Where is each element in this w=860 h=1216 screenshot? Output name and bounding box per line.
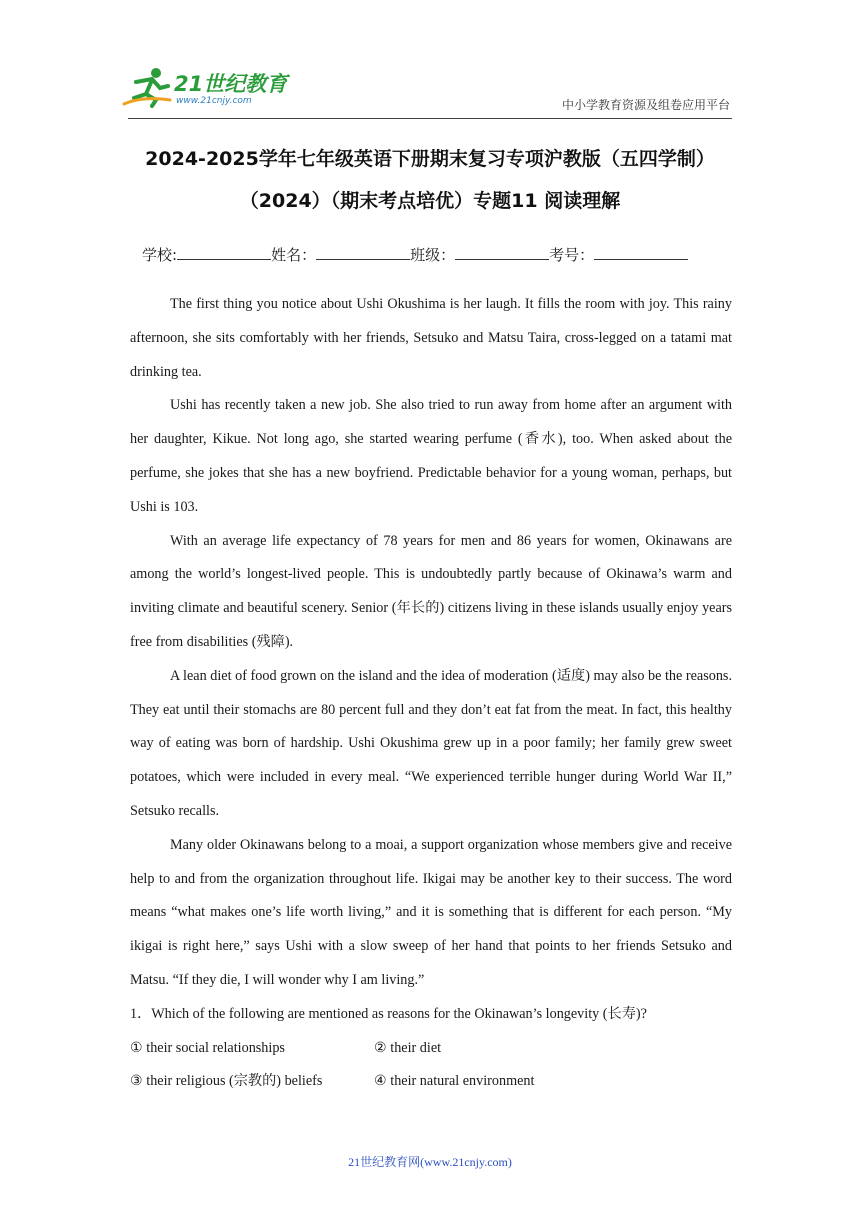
school-label: 学校: [142,246,178,264]
student-info-row [142,244,688,265]
page-footer: 21世纪教育网(www.21cnjy.com) [348,1155,512,1169]
passage-paragraph: With an average life expectancy of 78 years for men and 86 years for women, Okinawans are among the world’s longest-lived people. This is undoubtedly partly because of Okinawa’s warm and inviting climate and beautiful scenery. Senior (年长的) citizens living in these islands usually enjoy years free from disabilities (残障). [130,532,732,650]
logo-url: www.21cnjy.com [176,96,252,106]
platform-tagline: 中小学教育资源及组卷应用平台 [561,98,730,112]
school-blank[interactable] [177,245,271,260]
option-1: ① their social relationships [130,1039,285,1056]
logo-text: 21世纪教育 [174,72,288,96]
class-label: 班级： [410,246,456,264]
number-blank[interactable] [594,245,688,260]
header-divider [128,118,732,119]
passage-paragraph: Ushi has recently taken a new job. She also tried to run away from home after an argument with her daughter, Kikue. Not long ago, she started wearing perfume (香水), too. When asked about the perfume, she jokes that she has a new boyfriend. Predictable behavior for a young woman, perhaps, but Ushi is 103. [130,397,732,515]
passage-paragraph: A lean diet of food grown on the island and the idea of moderation (适度) may also be the reasons. They eat until their stomachs are 80 percent full and they don’t eat fat from the meat. In fact, this healthy way of eating was born of hardship. Ushi Okushima grew up in a poor family; her family grew sweet potatoes, which were included in every meal. “We experienced terrible hunger during World War II,” Setsuko recalls. [130,667,732,819]
name-blank[interactable] [316,245,410,260]
passage-paragraph: The first thing you notice about Ushi Okushima is her laugh. It fills the room with joy. This rainy afternoon, she sits comfortably with her friends, Setsuko and Matsu Taira, cross-legged on a tatami mat drinking tea. [130,296,732,380]
passage-paragraph: Many older Okinawans belong to a moai, a support organization whose members give and receive help to and from the organization throughout life. Ikigai may be another key to their success. The word means “what makes one’s life worth living,” and it is something that is different for each person. “My ikigai is right here,” says Ushi with a slow sweep of her hand that points to her friends Setsuko and Matsu. “If they die, I will wonder why I am living.” [130,836,732,988]
site-logo [122,66,292,114]
page-header [0,0,860,120]
reading-passage [130,288,732,1099]
option-4: ④ their natural environment [374,1073,535,1090]
name-label: 姓名： [271,246,317,264]
class-blank[interactable] [455,245,549,260]
page-title-line1: 2024-2025学年七年级英语下册期末复习专项沪教版（五四学制） [145,148,715,170]
number-label: 考号： [549,246,595,264]
runner-icon [122,66,174,108]
option-2: ② their diet [374,1039,442,1056]
options-row [130,1065,732,1099]
option-3: ③ their religious (宗教的) beliefs [130,1073,323,1090]
question-1: 1．Which of the following are mentioned as reasons for the Okinawan’s longevity (长寿)? [130,1005,647,1022]
options-row [130,1032,732,1066]
page-title-line2: （2024）（期末考点培优）专题11 阅读理解 [239,190,621,212]
